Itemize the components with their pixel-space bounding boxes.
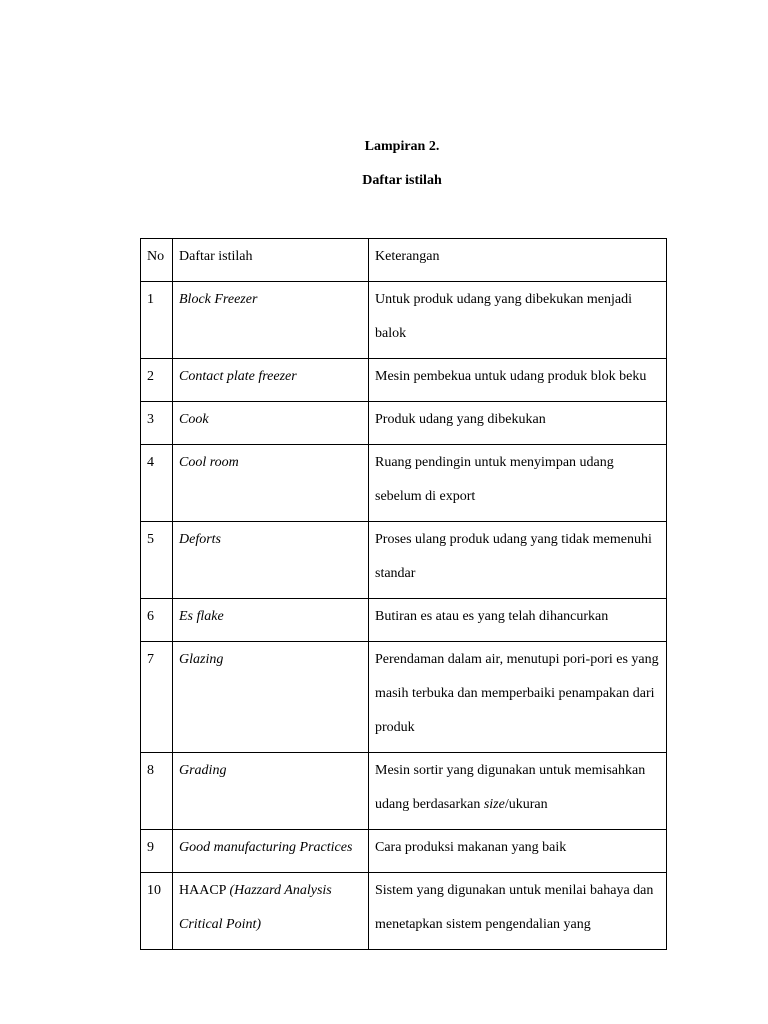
term-expansion: (Hazzard Analysis Critical Point) (179, 883, 332, 932)
row-number: 7 (141, 642, 173, 753)
page-title: Lampiran 2. (364, 139, 440, 154)
row-number: 6 (141, 599, 173, 642)
row-number: 3 (141, 402, 173, 445)
row-description: Mesin pembekua untuk udang produk blok beku (369, 359, 667, 402)
table-row (141, 599, 667, 642)
row-number: 2 (141, 359, 173, 402)
row-description: Proses ulang produk udang yang tidak memenuhi standar (369, 522, 667, 599)
row-number: 9 (141, 830, 173, 873)
row-description: Butiran es atau es yang telah dihancurkan (369, 599, 667, 642)
row-description: Ruang pendingin untuk menyimpan udang sebelum di export (369, 445, 667, 522)
row-number: 1 (141, 282, 173, 359)
table-row (141, 830, 667, 873)
row-description: Cara produksi makanan yang baik (369, 830, 667, 873)
row-description: Sistem yang digunakan untuk menilai bahaya dan menetapkan sistem pengendalian yang (369, 873, 667, 950)
row-term: Deforts (173, 522, 369, 599)
description-emphasis: size (483, 797, 505, 812)
row-term: Glazing (173, 642, 369, 753)
table-row (141, 642, 667, 753)
row-term: Cool room (173, 445, 369, 522)
row-term: Es flake (173, 599, 369, 642)
description-text: Mesin sortir yang digunakan untuk memisahkan udang berdasarkan (375, 763, 646, 812)
table-row (141, 522, 667, 599)
row-description: Untuk produk udang yang dibekukan menjadi balok (369, 282, 667, 359)
glossary-table (140, 238, 667, 950)
row-number: 8 (141, 753, 173, 830)
row-description: Perendaman dalam air, menutupi pori-pori es yang masih terbuka dan memperbaiki penampakan dari produk (369, 642, 667, 753)
table-row (141, 873, 667, 950)
row-number: 10 (141, 873, 173, 950)
row-term: Contact plate freezer (173, 359, 369, 402)
row-term: Good manufacturing Practices (173, 830, 369, 873)
row-description (369, 753, 667, 830)
row-term (173, 873, 369, 950)
row-number: 5 (141, 522, 173, 599)
header-no: No (141, 239, 173, 282)
header-description: Keterangan (369, 239, 667, 282)
row-term: Block Freezer (173, 282, 369, 359)
row-number: 4 (141, 445, 173, 522)
term-abbreviation: HAACP (179, 883, 230, 898)
table-row (141, 359, 667, 402)
table-header-row (141, 239, 667, 282)
table-row (141, 753, 667, 830)
table-row (141, 445, 667, 522)
row-term: Grading (173, 753, 369, 830)
page-subtitle: Daftar istilah (362, 173, 442, 188)
table-row (141, 282, 667, 359)
row-description: Produk udang yang dibekukan (369, 402, 667, 445)
description-text: /ukuran (504, 797, 548, 812)
header-term: Daftar istilah (173, 239, 369, 282)
table-row (141, 402, 667, 445)
row-term: Cook (173, 402, 369, 445)
